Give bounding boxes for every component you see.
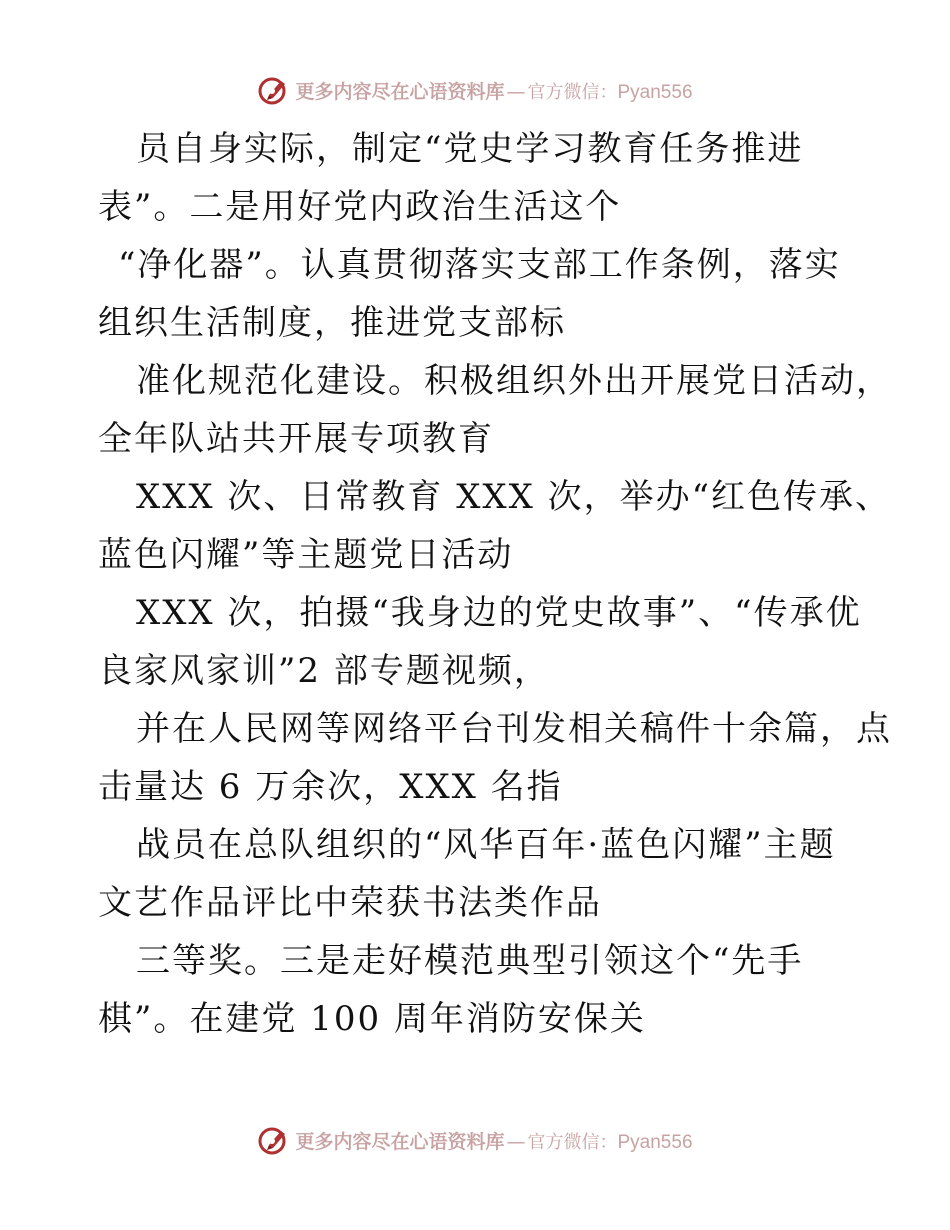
pen-nib-logo-icon — [257, 1123, 291, 1157]
header-wechat-id: Pyan556 — [617, 81, 693, 103]
body-line: 战员在总队组织的“风华百年·蓝色闪耀”主题 — [136, 825, 836, 865]
footer-banner — [0, 1120, 950, 1160]
body-line: 棋”。在建党 100 周年消防安保关 — [98, 999, 646, 1039]
body-line: 良家风家训”2 部专题视频， — [98, 651, 550, 691]
body-line: 员自身实际，制定“党史学习教育任务推进 — [136, 129, 804, 169]
body-line: 并在人民网等网络平台刊发相关稿件十余篇，点 — [136, 709, 892, 749]
header-banner — [0, 70, 950, 110]
body-line: “净化器”。认真贯彻落实支部工作条例，落实 — [118, 245, 841, 285]
body-line: 表”。二是用好党内政治生活这个 — [98, 187, 622, 227]
pen-nib-logo-icon — [257, 73, 291, 107]
footer-brand: 更多内容尽在心语资料库 — [295, 1130, 505, 1153]
body-line: 文艺作品评比中荣获书法类作品 — [98, 883, 602, 923]
body-line: 准化规范化建设。积极组织外出开展党日活动， — [136, 361, 892, 401]
body-line: XXX 次，拍摄“我身边的党史故事”、“传承优 — [136, 593, 862, 633]
body-line: 全年队站共开展专项教育 — [98, 419, 494, 459]
body-line: 组织生活制度，推进党支部标 — [98, 303, 566, 343]
footer-wechat-id: Pyan556 — [617, 1131, 693, 1153]
header-dash: — — [506, 80, 526, 103]
footer-dash: — — [506, 1130, 526, 1153]
body-line: 三等奖。三是走好模范典型引领这个“先手 — [136, 941, 804, 981]
header-label: 官方微信： — [527, 81, 618, 103]
footer-banner-text — [295, 1127, 692, 1154]
footer-label: 官方微信： — [527, 1131, 618, 1153]
body-line: 蓝色闪耀”等主题党日活动 — [98, 535, 514, 575]
header-banner-text — [295, 77, 692, 104]
header-brand: 更多内容尽在心语资料库 — [295, 80, 505, 103]
body-line: XXX 次、日常教育 XXX 次，举办“红色传承、 — [136, 477, 892, 517]
body-line: 击量达 6 万余次，XXX 名指 — [98, 767, 563, 807]
